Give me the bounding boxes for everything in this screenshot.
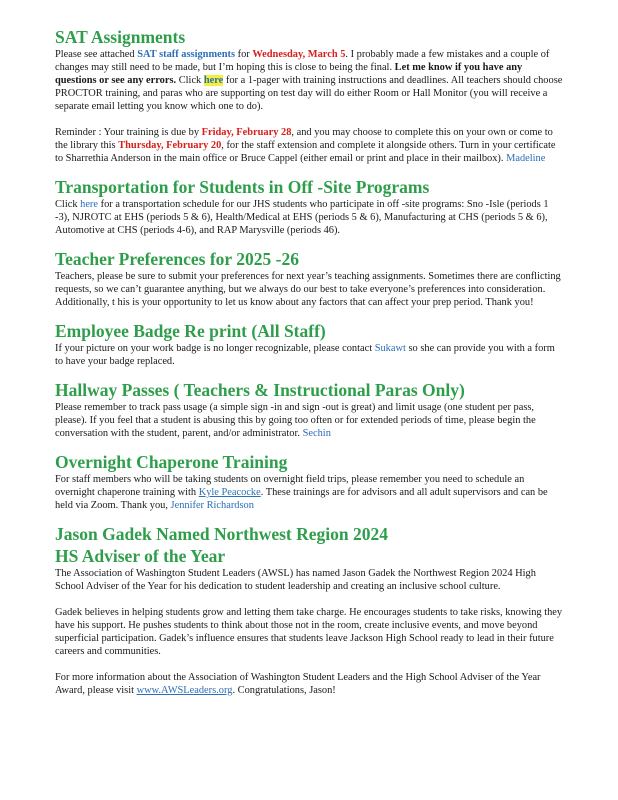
gadek-text-a: For more information about the Association of Washington Student Leaders and the High School Adviser of the Year Award, please visit (55, 672, 541, 696)
prefs-heading: Teacher Preferences for 2025 -26 (55, 249, 299, 269)
badge-section (55, 320, 565, 368)
sat-reminder-a: Reminder : Your training is due by (55, 127, 200, 138)
transport-text-b: for a transportation schedule for our JHS students who participate in off -site programs: Sno -Isle (periods 1 -3), NJROTC at EHS (periods 5 & 6), Health/Medical at EHS (periods 5 & 6), Manufacturing at CHS (periods 5 & 6), Automotive at CHS (periods 4-6), and RAP Marysville (periods 46). (55, 199, 549, 236)
prefs-paragraph: Teachers, please be sure to submit your preferences for next year’s teaching assignments. Sometimes there are conflicting requests, so we can’t guarantee anything, but we always do our best to take everyone’s preferences into consideration. Additionally, t his is your opportunity to let us know about any factors that can affect your prep period. Thank you! (55, 271, 561, 308)
sat-paragraph-1 (55, 48, 565, 113)
hallway-text: Please remember to track pass usage (a simple sign -in and sign -out is great) and limit usage (one student per pass, please). If you feel that a student is abusing this by going too often or for extended periods of time, please begin the conversation with the student, parent, and/or administrator. (55, 402, 536, 439)
sat-reminder-b: , and you may choose to complete this on your own or come to the library this (55, 127, 553, 151)
awsl-website-link[interactable]: www.AWSLeaders.org (136, 685, 233, 696)
sat-text-a: Please see attached (55, 49, 135, 60)
overnight-trainer-link[interactable]: Kyle Peacocke (198, 487, 261, 498)
sat-test-date: Wednesday, March 5 (252, 49, 346, 60)
hallway-heading: Hallway Passes ( Teachers & Instructional Paras Only) (55, 380, 465, 400)
overnight-text-a: For staff members who will be taking students on overnight field trips, please remember you need to schedule an overnight chaperone training with (55, 474, 525, 498)
sat-here-link[interactable]: here (203, 75, 224, 86)
transport-here-link[interactable]: here (80, 199, 99, 210)
transport-section (55, 176, 565, 237)
badge-contact-name[interactable]: Sukawt (374, 343, 406, 354)
gadek-heading-line2: HS Adviser of the Year (55, 546, 226, 566)
gadek-paragraph-2: Gadek believes in helping students grow and letting them take charge. He encourages students to take risks, knowing they have his support. He pushes students to think about those not in the room, create inclusive events, and move beyond superficial participation. Gadek’s influence ensures that students leave Jackson High School ready to lead in their future careers and communities. (55, 607, 563, 657)
badge-text-b: so she can provide you with a form to have your badge replaced. (55, 343, 555, 367)
gadek-text-b: . Congratulations, Jason! (232, 685, 336, 696)
transport-heading: Transportation for Students in Off -Site Programs (55, 177, 430, 197)
transport-text-a: Click (55, 199, 78, 210)
sat-questions-note: Let me know if you have any questions or see any errors. (55, 62, 523, 86)
sat-text-e: for a 1-pager with training instructions and deadlines. All teachers should choose PROCTOR training, and paras who are supporting on test day will do either Room or Hall Monitor (you will receive a separate email letting you know which one to do). (55, 75, 563, 112)
sat-text-c: . I probably made a few mistakes and a couple of changes may still need to be made, but I’m hoping this is close to being the final. (55, 49, 550, 73)
gadek-paragraph-1: The Association of Washington Student Leaders (AWSL) has named Jason Gadek the Northwest Region 2024 High School Adviser of the Year for his dedication to student leadership and creating an inclusive school culture. (55, 568, 536, 592)
content-column (55, 26, 565, 697)
sat-assignments-link[interactable]: SAT staff assignments (137, 49, 235, 60)
badge-paragraph (55, 342, 565, 368)
badge-heading: Employee Badge Re print (All Staff) (55, 321, 326, 341)
sat-text-d: Click (178, 75, 202, 86)
sat-reminder-c: , for the staff extension and complete it alongside others. Turn in your certificate to Sharrethia Anderson in the main office or Bruce Cappel (either email or print and place in their mailbox). (55, 140, 556, 164)
overnight-heading: Overnight Chaperone Training (55, 452, 288, 472)
hallway-contact-name[interactable]: Sechin (302, 428, 331, 439)
sat-heading: SAT Assignments (55, 27, 186, 47)
gadek-heading-line1: Jason Gadek Named Northwest Region 2024 (55, 524, 388, 544)
hallway-paragraph (55, 401, 565, 440)
sat-library-date: Thursday, February 20 (118, 140, 222, 151)
transport-paragraph (55, 198, 565, 237)
overnight-paragraph (55, 473, 565, 512)
sat-due-date: Friday, February 28 (201, 127, 292, 138)
overnight-contact-name[interactable]: Jennifer Richardson (170, 500, 254, 511)
gadek-section (55, 523, 565, 697)
badge-text-a: If your picture on your work badge is no longer recognizable, please contact (55, 343, 373, 354)
overnight-text-b: . These trainings are for advisors and all adult supervisors and can be held via Zoom. Thank you, (55, 487, 548, 511)
overnight-section (55, 451, 565, 512)
prefs-section (55, 248, 565, 309)
sat-section (55, 26, 565, 165)
sat-contact-name[interactable]: Madeline (506, 153, 546, 164)
sat-paragraph-2 (55, 126, 565, 165)
gadek-paragraph-3 (55, 671, 565, 697)
sat-text-b: for (237, 49, 250, 60)
hallway-section (55, 379, 565, 440)
